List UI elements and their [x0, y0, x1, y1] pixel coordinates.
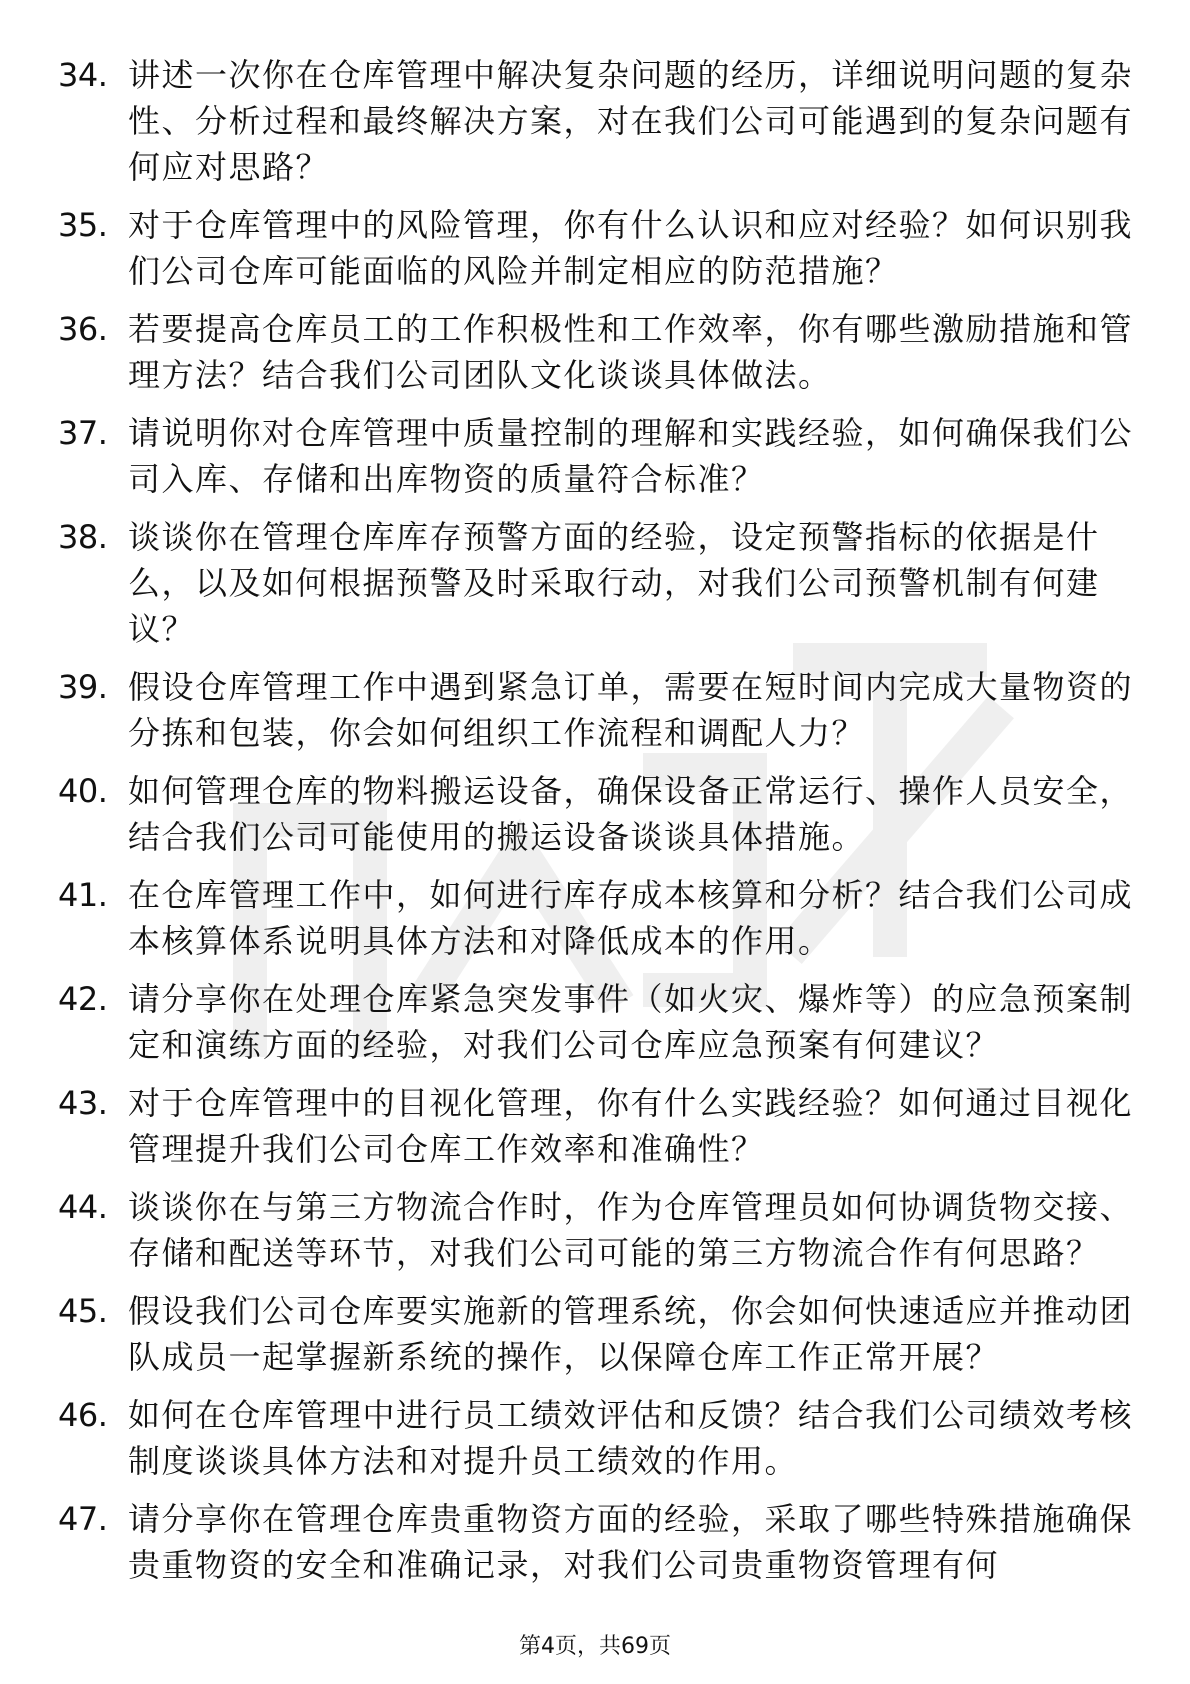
question-text: 假设我们公司仓库要实施新的管理系统，你会如何快速适应并推动团队成员一起掌握新系统的操作，以保障仓库工作正常开展？ [128, 1292, 1134, 1376]
question-number: 36. [58, 310, 108, 348]
question-text: 讲述一次你在仓库管理中解决复杂问题的经历，详细说明问题的复杂性、分析过程和最终解决方案，对在我们公司可能遇到的复杂问题有何应对思路？ [128, 56, 1134, 186]
question-number: 47. [58, 1500, 108, 1538]
question-text: 请说明你对仓库管理中质量控制的理解和实践经验，如何确保我们公司入库、存储和出库物资的质量符合标准？ [128, 414, 1134, 498]
question-item [58, 664, 1133, 756]
question-number: 37. [58, 414, 108, 452]
question-item [58, 306, 1133, 398]
question-item [58, 768, 1133, 860]
question-text: 若要提高仓库员工的工作积极性和工作效率，你有哪些激励措施和管理方法？结合我们公司团队文化谈谈具体做法。 [128, 310, 1134, 394]
question-text: 请分享你在处理仓库紧急突发事件（如火灾、爆炸等）的应急预案制定和演练方面的经验，对我们公司仓库应急预案有何建议？ [128, 980, 1134, 1064]
question-number: 44. [58, 1188, 108, 1226]
question-item [58, 1184, 1133, 1276]
question-number: 46. [58, 1396, 108, 1434]
question-text: 请分享你在管理仓库贵重物资方面的经验，采取了哪些特殊措施确保贵重物资的安全和准确记录，对我们公司贵重物资管理有何 [128, 1500, 1134, 1584]
question-text: 在仓库管理工作中，如何进行库存成本核算和分析？结合我们公司成本核算体系说明具体方法和对降低成本的作用。 [128, 876, 1134, 960]
question-number: 35. [58, 206, 108, 244]
question-item [58, 1392, 1133, 1484]
question-item [58, 410, 1133, 502]
question-item [58, 52, 1133, 190]
question-number: 38. [58, 518, 108, 556]
page-number-label: 第4页，共69页 [519, 1634, 671, 1659]
question-item [58, 202, 1133, 294]
question-item [58, 514, 1133, 652]
question-text: 如何在仓库管理中进行员工绩效评估和反馈？结合我们公司绩效考核制度谈谈具体方法和对提升员工绩效的作用。 [128, 1396, 1134, 1480]
question-number: 39. [58, 668, 108, 706]
question-number: 40. [58, 772, 108, 810]
question-number: 43. [58, 1084, 108, 1122]
question-text: 对于仓库管理中的风险管理，你有什么认识和应对经验？如何识别我们公司仓库可能面临的风险并制定相应的防范措施？ [128, 206, 1134, 290]
page-footer [0, 1632, 1190, 1662]
question-text: 如何管理仓库的物料搬运设备，确保设备正常运行、操作人员安全，结合我们公司可能使用的搬运设备谈谈具体措施。 [128, 772, 1134, 856]
question-text: 假设仓库管理工作中遇到紧急订单，需要在短时间内完成大量物资的分拣和包装，你会如何组织工作流程和调配人力？ [128, 668, 1134, 752]
question-item [58, 1496, 1133, 1588]
question-item [58, 976, 1133, 1068]
question-number: 34. [58, 56, 108, 94]
question-list [58, 52, 1133, 1600]
question-number: 45. [58, 1292, 108, 1330]
question-text: 对于仓库管理中的目视化管理，你有什么实践经验？如何通过目视化管理提升我们公司仓库工作效率和准确性？ [128, 1084, 1134, 1168]
question-item [58, 1288, 1133, 1380]
question-number: 42. [58, 980, 108, 1018]
question-number: 41. [58, 876, 108, 914]
question-text: 谈谈你在管理仓库库存预警方面的经验，设定预警指标的依据是什么，以及如何根据预警及时采取行动，对我们公司预警机制有何建议？ [128, 518, 1100, 648]
question-item [58, 1080, 1133, 1172]
question-text: 谈谈你在与第三方物流合作时，作为仓库管理员如何协调货物交接、存储和配送等环节，对我们公司可能的第三方物流合作有何思路？ [128, 1188, 1134, 1272]
question-item [58, 872, 1133, 964]
